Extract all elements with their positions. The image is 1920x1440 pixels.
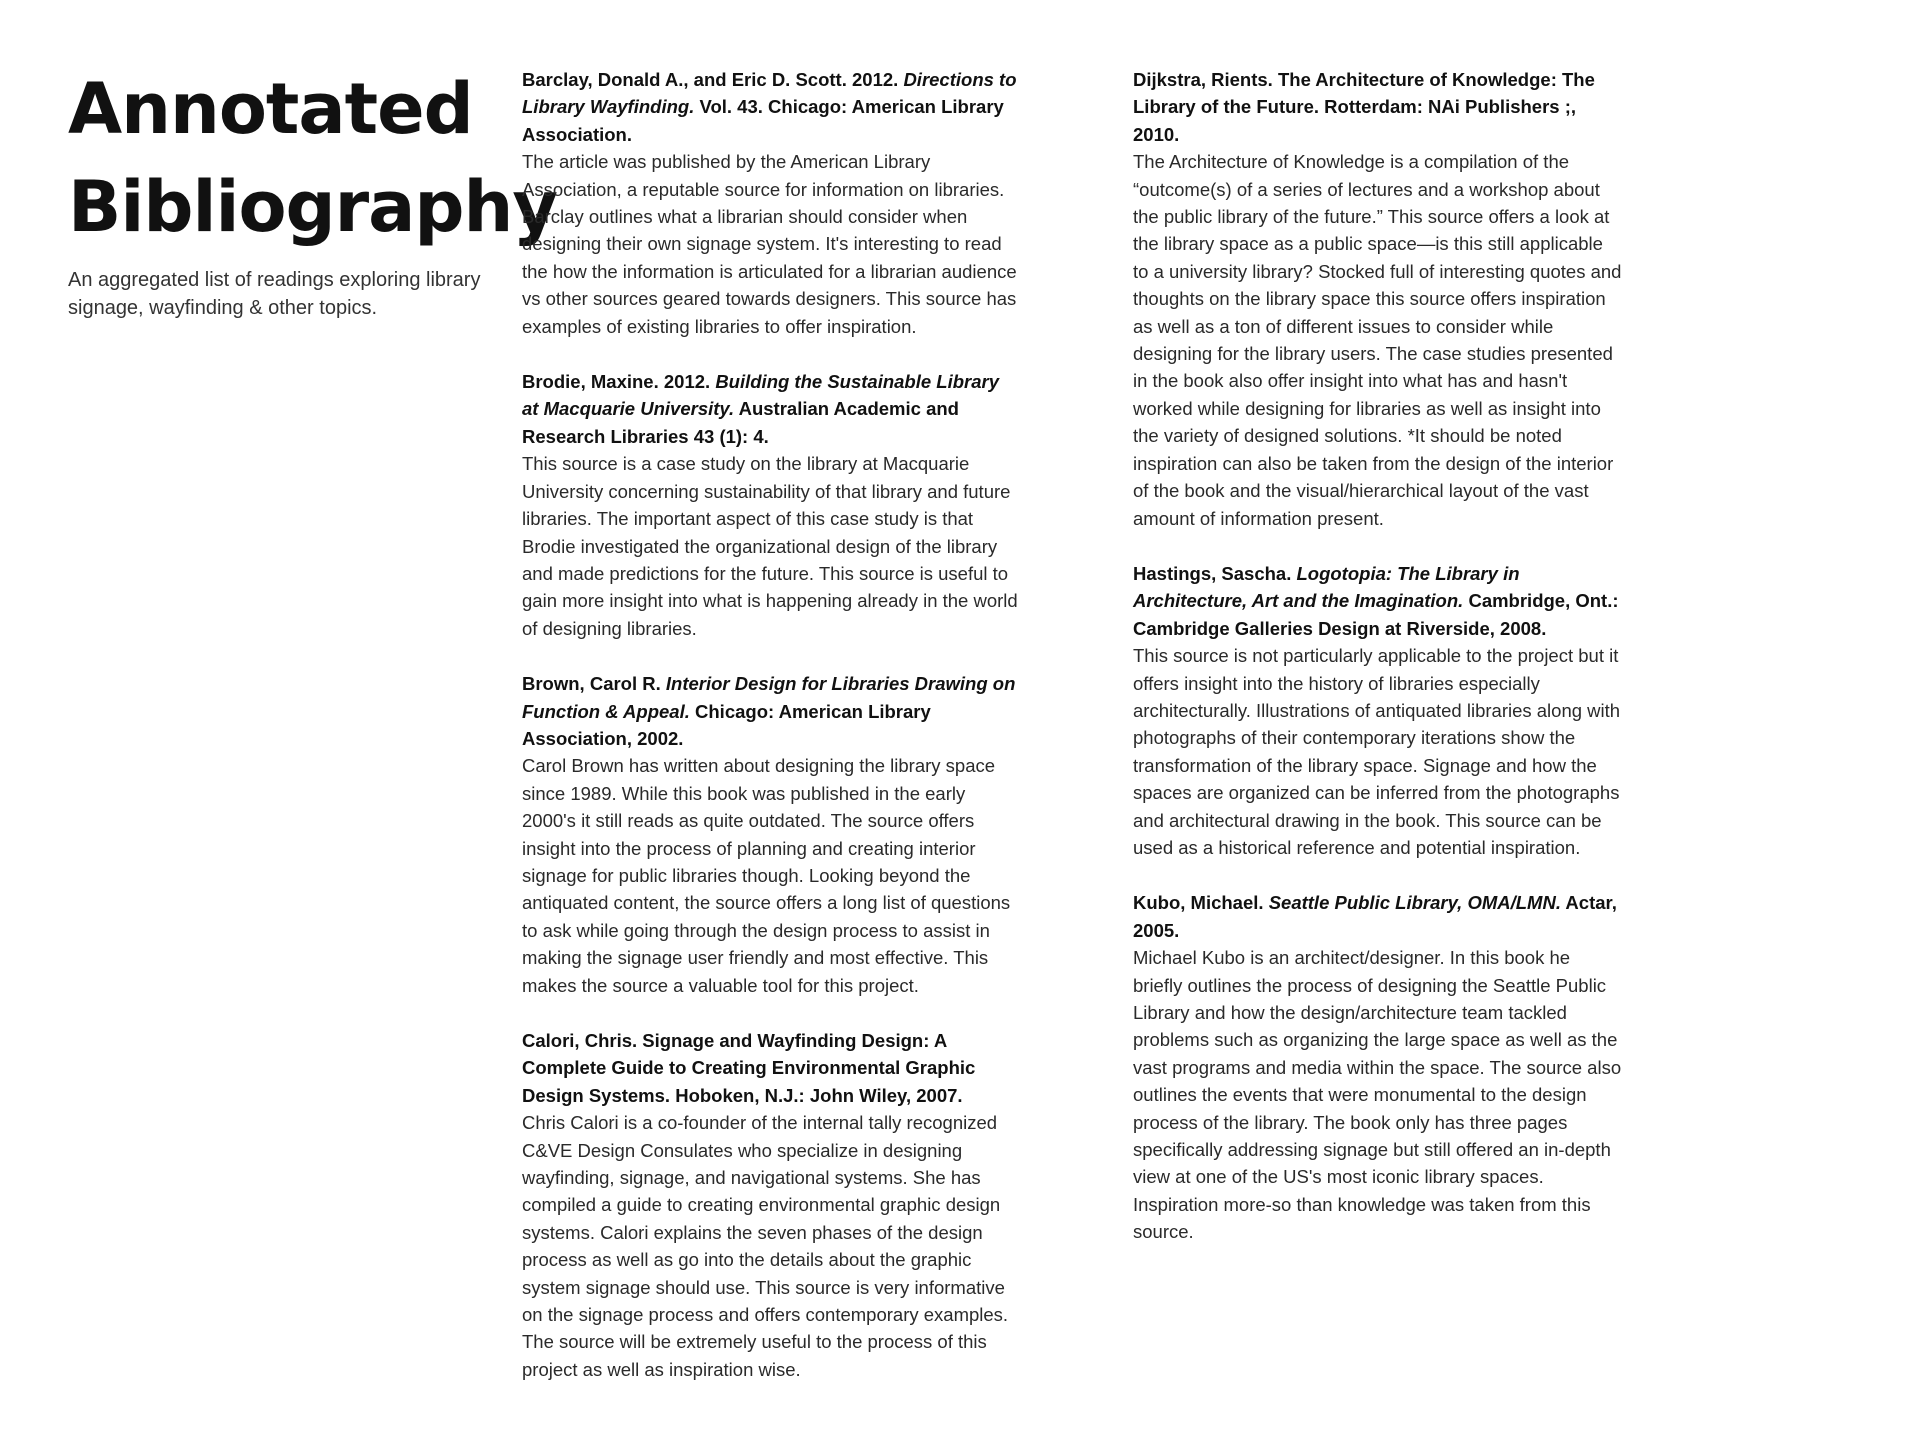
citation-publisher: Australian Academic and Research Libraries 43 (1): 4. — [522, 398, 959, 447]
title-line-1: Annotated — [68, 68, 473, 150]
title-block — [68, 60, 557, 322]
citation-publisher: Cambridge, Ont.: Cambridge Galleries Design at Riverside, 2008. — [1133, 590, 1619, 639]
annotation: Michael Kubo is an architect/designer. In this book he briefly outlines the process of designing the Seattle Public Library and how the design/architecture team tackled problems such as organizing the large space as well as the vast programs and media within the space. The source also outlines the events that were monumental to the design process of the library. The book only has three pages specifically addressing signage but still offered an in-depth view at one of the US's most iconic library spaces. Inspiration more-so than knowledge was taken from this source. — [1133, 947, 1622, 1243]
citation-publisher: Vol. 43. Chicago: American Library Association. — [522, 96, 1004, 145]
entry-brodie — [522, 368, 1018, 642]
column-middle — [522, 66, 1018, 1411]
citation-publisher: Chicago: American Library Association, 2002. — [522, 700, 931, 749]
citation-author: Barclay, Donald A., and Eric D. Scott. 2012. — [522, 69, 904, 90]
citation-author: Brodie, Maxine. 2012. — [522, 371, 716, 393]
citation-author: Brown, Carol R. — [522, 673, 666, 695]
entry-kubo — [1133, 889, 1623, 1245]
column-right — [1133, 66, 1623, 1274]
citation — [1133, 889, 1623, 944]
citation — [522, 66, 1018, 148]
citation — [522, 670, 1018, 752]
entry-hastings — [1133, 560, 1623, 861]
citation — [522, 1027, 1018, 1109]
entry-calori — [522, 1027, 1018, 1383]
citation-author: Dijkstra, Rients. The Architecture of Knowledge: The Library of the Future. Rotterdam: NAi Publishers ;, 2010. — [1133, 69, 1595, 145]
annotation: Chris Calori is a co-founder of the internal tally recognized C&VE Design Consulates who specialize in designing wayfinding, signage, and navigational systems. She has compiled a guide to creating environmental graphic design systems. Calori explains the seven phases of the design process as well as go into the details about the graphic system signage should use. This source is very informative on the signage process and offers contemporary examples. The source will be extremely useful to the process of this project as well as inspiration wise. — [522, 1112, 1009, 1380]
citation-title: Interior Design for Libraries Drawing on Function & Appeal. — [522, 673, 1016, 722]
title-line-2: Bibliography — [68, 166, 557, 248]
citation-publisher: Actar, 2005. — [1133, 892, 1617, 941]
page-title — [68, 60, 557, 256]
annotation: This source is a case study on the library at Macquarie University concerning sustainability of that library and future libraries. The important aspect of this case study is that Brodie investigated the organizational design of the library and made predictions for the future. This source is useful to gain more insight into what is happening already in the world of designing libraries. — [522, 453, 1018, 639]
annotation: The article was published by the American Library Association, a reputable source for information on libraries. Barclay outlines what a librarian should consider when designing their own signage system. It's interesting to read the how the information is articulated for a librarian audience vs other sources geared towards designers. This source has examples of existing libraries to offer inspiration. — [522, 151, 1017, 337]
citation — [1133, 66, 1623, 148]
citation — [1133, 560, 1623, 642]
citation-title: Logotopia: The Library in Architecture, Art and the Imagination. — [1133, 562, 1520, 612]
citation-author: Hastings, Sascha. — [1133, 562, 1297, 584]
page-subtitle: An aggregated list of readings exploring library signage, wayfinding & other topics. — [68, 269, 481, 319]
citation-title: Seattle Public Library, OMA/LMN. — [1268, 892, 1561, 914]
entry-brown — [522, 670, 1018, 999]
citation-author: Calori, Chris. Signage and Wayfinding Design: A Complete Guide to Creating Environmental Graphic Design Systems. Hoboken, N.J.: John Wiley, 2007. — [522, 1030, 976, 1106]
entry-barclay — [522, 66, 1018, 340]
citation-title: Building the Sustainable Library at Macquarie University. — [522, 371, 1000, 420]
citation-author: Kubo, Michael. — [1133, 892, 1269, 914]
citation-title: Directions to Library Wayfinding. — [522, 69, 1017, 118]
annotation: Carol Brown has written about designing the library space since 1989. While this book was published in the early 2000's it still reads as quite outdated. The source offers insight into the process of planning and creating interior signage for public libraries though. Looking beyond the antiquated content, the source offers a long list of questions to ask while going through the design process to assist in making the signage user friendly and most effective. This makes the source a valuable tool for this project. — [522, 755, 1011, 996]
entry-dijkstra — [1133, 66, 1623, 532]
citation — [522, 368, 1018, 450]
annotation: This source is not particularly applicable to the project but it offers insight into the history of libraries especially architecturally. Illustrations of antiquated libraries along with photographs of their contemporary iterations show the transformation of the library space. Signage and how the spaces are organized can be inferred from the photographs and architectural drawing in the book. This source can be used as a historical reference and potential inspiration. — [1133, 645, 1621, 858]
annotation: The Architecture of Knowledge is a compilation of the “outcome(s) of a series of lectures and a workshop about the public library of the future.” This source offers a look at the library space as a public space—is this still applicable to a university library? Stocked full of interesting quotes and thoughts on the library space this source offers inspiration as well as a ton of different issues to consider while designing for the library users. The case studies presented in the book also offer insight into what has and hasn't worked while designing for libraries as well as insight into the variety of designed solutions. *It should be noted inspiration can also be taken from the design of the interior of the book and the visual/hierarchical layout of the vast amount of information present. — [1133, 151, 1622, 529]
